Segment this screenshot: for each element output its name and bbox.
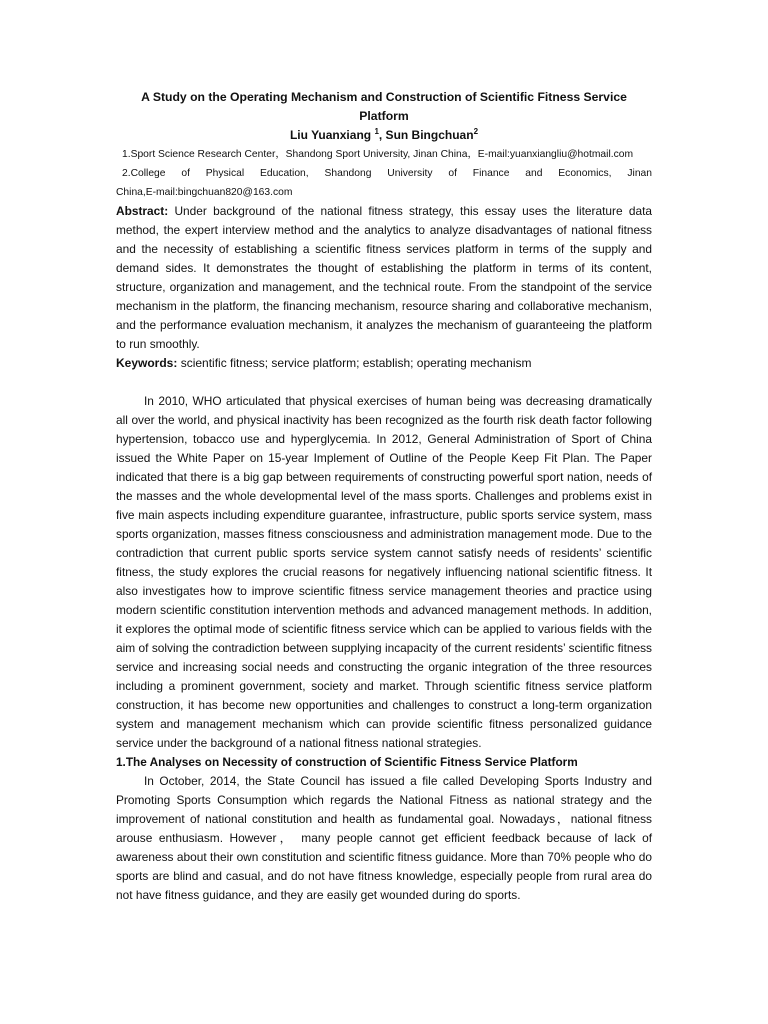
author-1-affiliation-mark: 1 xyxy=(374,127,379,136)
keywords-label: Keywords: xyxy=(116,356,178,370)
blank-line xyxy=(116,373,652,392)
section-1-paragraph: In October, 2014, the State Council has issued a file called Developing Sports Industry and Promoting Sports Consumption which regards the National Fitness as national strategy and the improvement of national constitution and health as fundamental goal. Nowadays，national fitness arouse enthusiasm. However， many people cannot get efficient feedback because of lack of awareness about their own constitution and scientific fitness guidance. More than 70% people who do sports are blind and casual, and do not have fitness knowledge, especially people from rural area do not have fitness guidance, and they are easily get wounded during do sports. xyxy=(116,774,652,902)
paper-page xyxy=(116,88,652,905)
author-1: Liu Yuanxiang xyxy=(289,128,375,142)
author-line xyxy=(116,126,652,145)
paper-title: A Study on the Operating Mechanism and Construction of Scientific Fitness Service Platform xyxy=(141,90,627,123)
author-2-affiliation-mark: 2 xyxy=(473,127,479,136)
section-1-heading: 1.The Analyses on Necessity of construction of Scientific Fitness Service Platform xyxy=(116,755,578,769)
abstract xyxy=(116,202,652,354)
keywords xyxy=(116,354,652,373)
abstract-label: Abstract: xyxy=(116,204,169,218)
abstract-text: Under background of the national fitness strategy, this essay uses the literature data method, the expert interview method and the analytics to analyze disadvantages of national fitness and the necessity of establishing a scientific fitness services platform in terms of the supply and demand sides. It demonstrates the thought of establishing the platform in terms of its content, structure, organization and management, and the technical route. From the standpoint of the service mechanism in the platform, the financing mechanism, resource sharing and collaborative mechanism, and the performance evaluation mechanism, it analyzes the mechanism of guaranteeing the platform to run smoothly. xyxy=(116,204,652,351)
keywords-text: scientific fitness; service platform; establish; operating mechanism xyxy=(177,356,532,370)
intro-paragraph: In 2010, WHO articulated that physical exercises of human being was decreasing dramatically all over the world, and physical inactivity has been recognized as the fourth risk death factor following hypertension, tobacco use and hyperglycemia. In 2012, General Administration of Sport of China issued the White Paper on 15-year Implement of Outline of the People Keep Fit Plan. The Paper indicated that there is a big gap between requirements of constructing powerful sport nation, needs of the masses and the whole developmental level of the mass sports. Challenges and problems exist in five main aspects including expenditure guarantee, infrastructure, public sports service system, mass sports organization, masses fitness consciousness and administration management mode. Due to the contradiction that current public sports service system cannot satisfy needs of residents’ scientific fitness, the study explores the crucial reasons for negatively influencing national scientific fitness. It also investigates how to improve scientific fitness service management theories and practice using modern scientific constitution intervention methods and advanced management methods. In addition, it explores the optimal mode of scientific fitness service which can be applied to various fields with the aim of solving the contradiction between supplying incapacity of the current residents’ scientific fitness service and increasing social needs and constructing the organic integration of the three resources including a prominent government, society and market. Through scientific fitness service platform construction, it has become new opportunities and challenges to construct a long-term organization system and management mechanism which can provide scientific fitness personalized guidance service under the background of a national fitness national strategies. xyxy=(116,394,652,750)
affiliation-2-line-2: China,E-mail:bingchuan820@163.com xyxy=(116,187,293,198)
author-2: , Sun Bingchuan xyxy=(378,128,474,142)
affiliation-2-line-1: 2.College of Physical Education, Shandong University of Finance and Economics, Jinan xyxy=(122,168,652,179)
affiliation-1: 1.Sport Science Research Center，Shandong Sport University, Jinan China，E-mail:yuanxiangliu@hotmail.com xyxy=(122,149,634,160)
